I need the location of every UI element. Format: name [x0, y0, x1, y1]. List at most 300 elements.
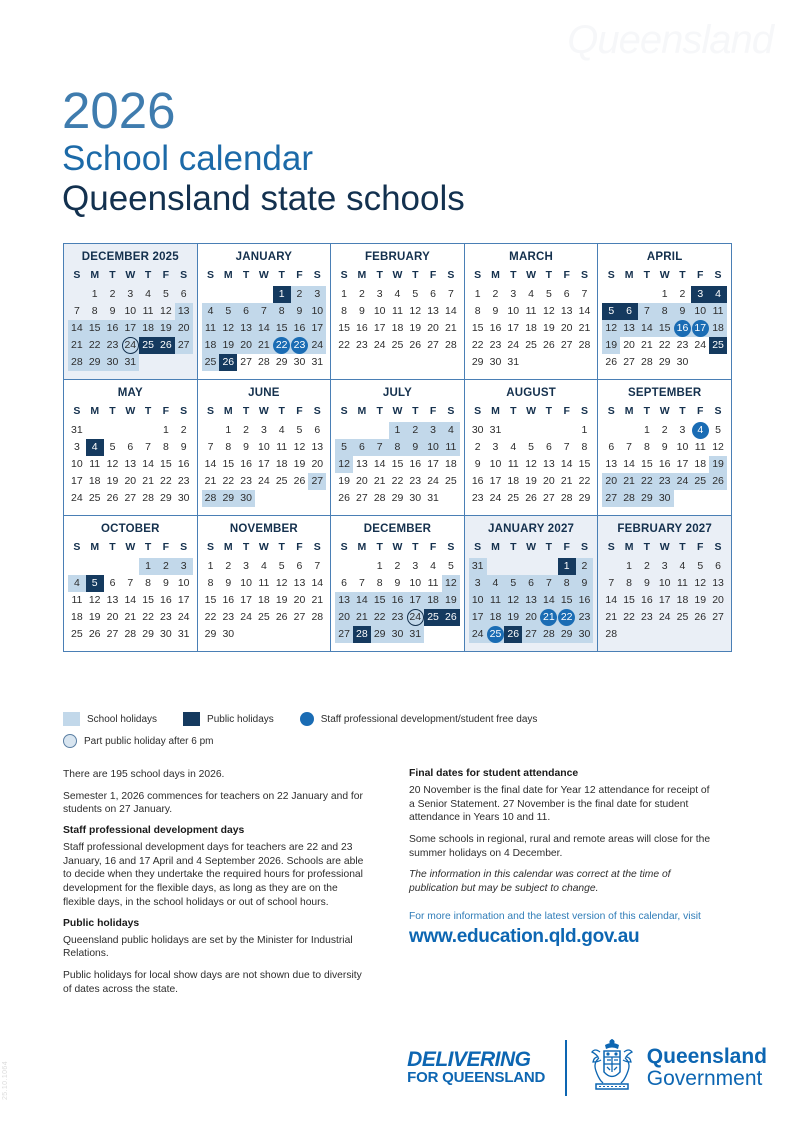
day-cell[interactable]: [335, 626, 353, 643]
day-cell[interactable]: [104, 354, 122, 371]
day-cell[interactable]: [424, 320, 442, 337]
day-cell[interactable]: [202, 354, 220, 371]
day-cell[interactable]: [424, 473, 442, 490]
day-cell[interactable]: [638, 473, 656, 490]
day-cell[interactable]: [576, 490, 594, 507]
day-cell[interactable]: [469, 354, 487, 371]
day-cell[interactable]: [291, 337, 309, 354]
day-cell[interactable]: [389, 490, 407, 507]
day-cell[interactable]: [121, 337, 139, 354]
day-cell[interactable]: [68, 354, 86, 371]
day-cell[interactable]: [406, 303, 424, 320]
day-cell[interactable]: [104, 456, 122, 473]
day-cell[interactable]: [602, 490, 620, 507]
day-cell[interactable]: [469, 473, 487, 490]
day-cell[interactable]: [86, 575, 104, 592]
day-cell[interactable]: [139, 439, 157, 456]
day-cell[interactable]: [157, 490, 175, 507]
day-cell[interactable]: [656, 354, 674, 371]
day-cell[interactable]: [237, 609, 255, 626]
day-cell[interactable]: [353, 473, 371, 490]
day-cell[interactable]: [638, 609, 656, 626]
day-cell[interactable]: [139, 575, 157, 592]
day-cell[interactable]: [389, 439, 407, 456]
day-cell[interactable]: [237, 456, 255, 473]
day-cell[interactable]: [104, 303, 122, 320]
day-cell[interactable]: [202, 592, 220, 609]
day-cell[interactable]: [540, 456, 558, 473]
day-cell[interactable]: [308, 473, 326, 490]
day-cell[interactable]: [353, 337, 371, 354]
day-cell[interactable]: [620, 592, 638, 609]
day-cell[interactable]: [469, 490, 487, 507]
day-cell[interactable]: [291, 456, 309, 473]
day-cell[interactable]: [620, 337, 638, 354]
day-cell[interactable]: [273, 422, 291, 439]
day-cell[interactable]: [335, 303, 353, 320]
day-cell[interactable]: [121, 609, 139, 626]
day-cell[interactable]: [86, 303, 104, 320]
day-cell[interactable]: [121, 320, 139, 337]
day-cell[interactable]: [540, 320, 558, 337]
day-cell[interactable]: [237, 575, 255, 592]
day-cell[interactable]: [620, 609, 638, 626]
day-cell[interactable]: [406, 286, 424, 303]
day-cell[interactable]: [335, 456, 353, 473]
day-cell[interactable]: [202, 337, 220, 354]
day-cell[interactable]: [638, 439, 656, 456]
day-cell[interactable]: [202, 303, 220, 320]
day-cell[interactable]: [389, 473, 407, 490]
day-cell[interactable]: [674, 422, 692, 439]
day-cell[interactable]: [121, 303, 139, 320]
day-cell[interactable]: [620, 558, 638, 575]
day-cell[interactable]: [273, 609, 291, 626]
day-cell[interactable]: [656, 575, 674, 592]
day-cell[interactable]: [487, 286, 505, 303]
day-cell[interactable]: [424, 558, 442, 575]
day-cell[interactable]: [504, 439, 522, 456]
day-cell[interactable]: [469, 303, 487, 320]
day-cell[interactable]: [273, 286, 291, 303]
day-cell[interactable]: [691, 303, 709, 320]
day-cell[interactable]: [638, 456, 656, 473]
day-cell[interactable]: [424, 303, 442, 320]
day-cell[interactable]: [157, 456, 175, 473]
day-cell[interactable]: [175, 609, 193, 626]
day-cell[interactable]: [504, 626, 522, 643]
day-cell[interactable]: [104, 626, 122, 643]
day-cell[interactable]: [674, 337, 692, 354]
day-cell[interactable]: [558, 320, 576, 337]
day-cell[interactable]: [335, 320, 353, 337]
day-cell[interactable]: [291, 303, 309, 320]
day-cell[interactable]: [104, 439, 122, 456]
day-cell[interactable]: [389, 626, 407, 643]
day-cell[interactable]: [638, 558, 656, 575]
day-cell[interactable]: [522, 456, 540, 473]
day-cell[interactable]: [558, 626, 576, 643]
day-cell[interactable]: [558, 303, 576, 320]
day-cell[interactable]: [237, 354, 255, 371]
day-cell[interactable]: [371, 609, 389, 626]
day-cell[interactable]: [273, 456, 291, 473]
day-cell[interactable]: [469, 558, 487, 575]
day-cell[interactable]: [674, 473, 692, 490]
day-cell[interactable]: [308, 439, 326, 456]
day-cell[interactable]: [558, 439, 576, 456]
day-cell[interactable]: [602, 354, 620, 371]
day-cell[interactable]: [371, 286, 389, 303]
day-cell[interactable]: [219, 320, 237, 337]
day-cell[interactable]: [442, 609, 460, 626]
day-cell[interactable]: [558, 473, 576, 490]
day-cell[interactable]: [255, 354, 273, 371]
day-cell[interactable]: [291, 286, 309, 303]
day-cell[interactable]: [353, 575, 371, 592]
day-cell[interactable]: [86, 490, 104, 507]
day-cell[interactable]: [202, 575, 220, 592]
day-cell[interactable]: [522, 626, 540, 643]
day-cell[interactable]: [202, 626, 220, 643]
day-cell[interactable]: [255, 337, 273, 354]
day-cell[interactable]: [691, 422, 709, 439]
day-cell[interactable]: [656, 609, 674, 626]
day-cell[interactable]: [691, 609, 709, 626]
day-cell[interactable]: [602, 439, 620, 456]
day-cell[interactable]: [709, 439, 727, 456]
day-cell[interactable]: [522, 320, 540, 337]
day-cell[interactable]: [504, 592, 522, 609]
day-cell[interactable]: [291, 320, 309, 337]
day-cell[interactable]: [620, 320, 638, 337]
day-cell[interactable]: [68, 439, 86, 456]
day-cell[interactable]: [353, 303, 371, 320]
day-cell[interactable]: [139, 320, 157, 337]
day-cell[interactable]: [86, 609, 104, 626]
day-cell[interactable]: [291, 592, 309, 609]
day-cell[interactable]: [656, 558, 674, 575]
day-cell[interactable]: [674, 286, 692, 303]
day-cell[interactable]: [389, 456, 407, 473]
day-cell[interactable]: [291, 354, 309, 371]
day-cell[interactable]: [674, 558, 692, 575]
day-cell[interactable]: [237, 320, 255, 337]
day-cell[interactable]: [691, 575, 709, 592]
day-cell[interactable]: [558, 286, 576, 303]
day-cell[interactable]: [371, 320, 389, 337]
day-cell[interactable]: [487, 592, 505, 609]
day-cell[interactable]: [576, 320, 594, 337]
day-cell[interactable]: [175, 558, 193, 575]
day-cell[interactable]: [335, 575, 353, 592]
day-cell[interactable]: [335, 609, 353, 626]
day-cell[interactable]: [504, 456, 522, 473]
day-cell[interactable]: [674, 303, 692, 320]
day-cell[interactable]: [638, 490, 656, 507]
day-cell[interactable]: [219, 473, 237, 490]
day-cell[interactable]: [291, 558, 309, 575]
day-cell[interactable]: [121, 286, 139, 303]
day-cell[interactable]: [487, 575, 505, 592]
day-cell[interactable]: [558, 592, 576, 609]
day-cell[interactable]: [139, 286, 157, 303]
day-cell[interactable]: [540, 490, 558, 507]
day-cell[interactable]: [237, 337, 255, 354]
day-cell[interactable]: [273, 592, 291, 609]
day-cell[interactable]: [487, 337, 505, 354]
day-cell[interactable]: [371, 558, 389, 575]
day-cell[interactable]: [291, 609, 309, 626]
day-cell[interactable]: [442, 456, 460, 473]
day-cell[interactable]: [121, 439, 139, 456]
day-cell[interactable]: [291, 439, 309, 456]
day-cell[interactable]: [157, 609, 175, 626]
day-cell[interactable]: [469, 422, 487, 439]
day-cell[interactable]: [219, 575, 237, 592]
education-website-link[interactable]: www.education.qld.gov.au: [409, 926, 640, 948]
day-cell[interactable]: [308, 422, 326, 439]
day-cell[interactable]: [175, 490, 193, 507]
day-cell[interactable]: [86, 354, 104, 371]
day-cell[interactable]: [335, 490, 353, 507]
day-cell[interactable]: [139, 456, 157, 473]
day-cell[interactable]: [121, 490, 139, 507]
day-cell[interactable]: [558, 456, 576, 473]
day-cell[interactable]: [504, 337, 522, 354]
day-cell[interactable]: [371, 473, 389, 490]
day-cell[interactable]: [255, 303, 273, 320]
day-cell[interactable]: [237, 592, 255, 609]
day-cell[interactable]: [442, 439, 460, 456]
day-cell[interactable]: [691, 286, 709, 303]
day-cell[interactable]: [469, 439, 487, 456]
day-cell[interactable]: [602, 575, 620, 592]
day-cell[interactable]: [68, 575, 86, 592]
day-cell[interactable]: [602, 337, 620, 354]
day-cell[interactable]: [175, 473, 193, 490]
day-cell[interactable]: [656, 490, 674, 507]
day-cell[interactable]: [389, 575, 407, 592]
day-cell[interactable]: [602, 303, 620, 320]
day-cell[interactable]: [219, 354, 237, 371]
day-cell[interactable]: [308, 286, 326, 303]
day-cell[interactable]: [442, 575, 460, 592]
day-cell[interactable]: [469, 575, 487, 592]
day-cell[interactable]: [709, 575, 727, 592]
day-cell[interactable]: [86, 320, 104, 337]
day-cell[interactable]: [86, 456, 104, 473]
day-cell[interactable]: [540, 575, 558, 592]
day-cell[interactable]: [202, 456, 220, 473]
day-cell[interactable]: [371, 592, 389, 609]
day-cell[interactable]: [273, 575, 291, 592]
day-cell[interactable]: [202, 558, 220, 575]
day-cell[interactable]: [656, 286, 674, 303]
day-cell[interactable]: [469, 456, 487, 473]
day-cell[interactable]: [139, 337, 157, 354]
day-cell[interactable]: [406, 337, 424, 354]
day-cell[interactable]: [389, 609, 407, 626]
day-cell[interactable]: [157, 592, 175, 609]
day-cell[interactable]: [68, 422, 86, 439]
day-cell[interactable]: [406, 320, 424, 337]
day-cell[interactable]: [86, 592, 104, 609]
day-cell[interactable]: [139, 609, 157, 626]
day-cell[interactable]: [157, 626, 175, 643]
day-cell[interactable]: [308, 354, 326, 371]
day-cell[interactable]: [104, 490, 122, 507]
day-cell[interactable]: [219, 592, 237, 609]
day-cell[interactable]: [540, 609, 558, 626]
day-cell[interactable]: [335, 592, 353, 609]
day-cell[interactable]: [219, 490, 237, 507]
day-cell[interactable]: [691, 320, 709, 337]
day-cell[interactable]: [237, 473, 255, 490]
day-cell[interactable]: [121, 354, 139, 371]
day-cell[interactable]: [219, 558, 237, 575]
day-cell[interactable]: [104, 337, 122, 354]
day-cell[interactable]: [406, 609, 424, 626]
day-cell[interactable]: [389, 303, 407, 320]
day-cell[interactable]: [691, 456, 709, 473]
day-cell[interactable]: [674, 439, 692, 456]
day-cell[interactable]: [353, 609, 371, 626]
day-cell[interactable]: [406, 626, 424, 643]
day-cell[interactable]: [202, 609, 220, 626]
day-cell[interactable]: [353, 286, 371, 303]
day-cell[interactable]: [620, 354, 638, 371]
day-cell[interactable]: [558, 490, 576, 507]
day-cell[interactable]: [219, 626, 237, 643]
day-cell[interactable]: [424, 490, 442, 507]
day-cell[interactable]: [219, 303, 237, 320]
day-cell[interactable]: [620, 456, 638, 473]
day-cell[interactable]: [406, 490, 424, 507]
day-cell[interactable]: [656, 456, 674, 473]
day-cell[interactable]: [442, 286, 460, 303]
day-cell[interactable]: [558, 609, 576, 626]
day-cell[interactable]: [674, 456, 692, 473]
day-cell[interactable]: [255, 422, 273, 439]
day-cell[interactable]: [540, 337, 558, 354]
day-cell[interactable]: [371, 490, 389, 507]
day-cell[interactable]: [291, 575, 309, 592]
day-cell[interactable]: [504, 609, 522, 626]
day-cell[interactable]: [602, 626, 620, 643]
day-cell[interactable]: [576, 456, 594, 473]
day-cell[interactable]: [540, 626, 558, 643]
day-cell[interactable]: [442, 592, 460, 609]
day-cell[interactable]: [86, 286, 104, 303]
day-cell[interactable]: [558, 575, 576, 592]
day-cell[interactable]: [86, 439, 104, 456]
day-cell[interactable]: [202, 490, 220, 507]
day-cell[interactable]: [255, 592, 273, 609]
day-cell[interactable]: [255, 456, 273, 473]
day-cell[interactable]: [674, 575, 692, 592]
day-cell[interactable]: [121, 456, 139, 473]
day-cell[interactable]: [469, 286, 487, 303]
day-cell[interactable]: [139, 473, 157, 490]
day-cell[interactable]: [620, 490, 638, 507]
day-cell[interactable]: [540, 473, 558, 490]
day-cell[interactable]: [68, 609, 86, 626]
day-cell[interactable]: [406, 456, 424, 473]
day-cell[interactable]: [68, 456, 86, 473]
day-cell[interactable]: [335, 286, 353, 303]
day-cell[interactable]: [638, 422, 656, 439]
day-cell[interactable]: [709, 422, 727, 439]
day-cell[interactable]: [308, 303, 326, 320]
day-cell[interactable]: [709, 456, 727, 473]
day-cell[interactable]: [469, 320, 487, 337]
day-cell[interactable]: [442, 320, 460, 337]
day-cell[interactable]: [691, 337, 709, 354]
day-cell[interactable]: [202, 473, 220, 490]
day-cell[interactable]: [406, 473, 424, 490]
day-cell[interactable]: [157, 337, 175, 354]
day-cell[interactable]: [638, 320, 656, 337]
day-cell[interactable]: [68, 626, 86, 643]
day-cell[interactable]: [308, 456, 326, 473]
day-cell[interactable]: [674, 609, 692, 626]
day-cell[interactable]: [558, 558, 576, 575]
day-cell[interactable]: [656, 439, 674, 456]
day-cell[interactable]: [487, 354, 505, 371]
day-cell[interactable]: [504, 320, 522, 337]
day-cell[interactable]: [157, 286, 175, 303]
day-cell[interactable]: [540, 303, 558, 320]
day-cell[interactable]: [522, 473, 540, 490]
day-cell[interactable]: [424, 337, 442, 354]
day-cell[interactable]: [406, 558, 424, 575]
day-cell[interactable]: [576, 422, 594, 439]
day-cell[interactable]: [68, 490, 86, 507]
day-cell[interactable]: [442, 473, 460, 490]
day-cell[interactable]: [602, 592, 620, 609]
day-cell[interactable]: [656, 592, 674, 609]
day-cell[interactable]: [620, 439, 638, 456]
day-cell[interactable]: [576, 558, 594, 575]
day-cell[interactable]: [371, 575, 389, 592]
day-cell[interactable]: [273, 337, 291, 354]
day-cell[interactable]: [157, 320, 175, 337]
day-cell[interactable]: [139, 626, 157, 643]
day-cell[interactable]: [469, 609, 487, 626]
day-cell[interactable]: [308, 337, 326, 354]
day-cell[interactable]: [504, 575, 522, 592]
day-cell[interactable]: [308, 575, 326, 592]
day-cell[interactable]: [487, 490, 505, 507]
day-cell[interactable]: [255, 439, 273, 456]
day-cell[interactable]: [175, 422, 193, 439]
day-cell[interactable]: [68, 592, 86, 609]
day-cell[interactable]: [104, 286, 122, 303]
day-cell[interactable]: [335, 337, 353, 354]
day-cell[interactable]: [175, 286, 193, 303]
day-cell[interactable]: [255, 609, 273, 626]
day-cell[interactable]: [121, 592, 139, 609]
day-cell[interactable]: [442, 558, 460, 575]
day-cell[interactable]: [353, 490, 371, 507]
day-cell[interactable]: [237, 422, 255, 439]
day-cell[interactable]: [504, 303, 522, 320]
day-cell[interactable]: [674, 592, 692, 609]
day-cell[interactable]: [522, 609, 540, 626]
day-cell[interactable]: [255, 320, 273, 337]
day-cell[interactable]: [175, 626, 193, 643]
